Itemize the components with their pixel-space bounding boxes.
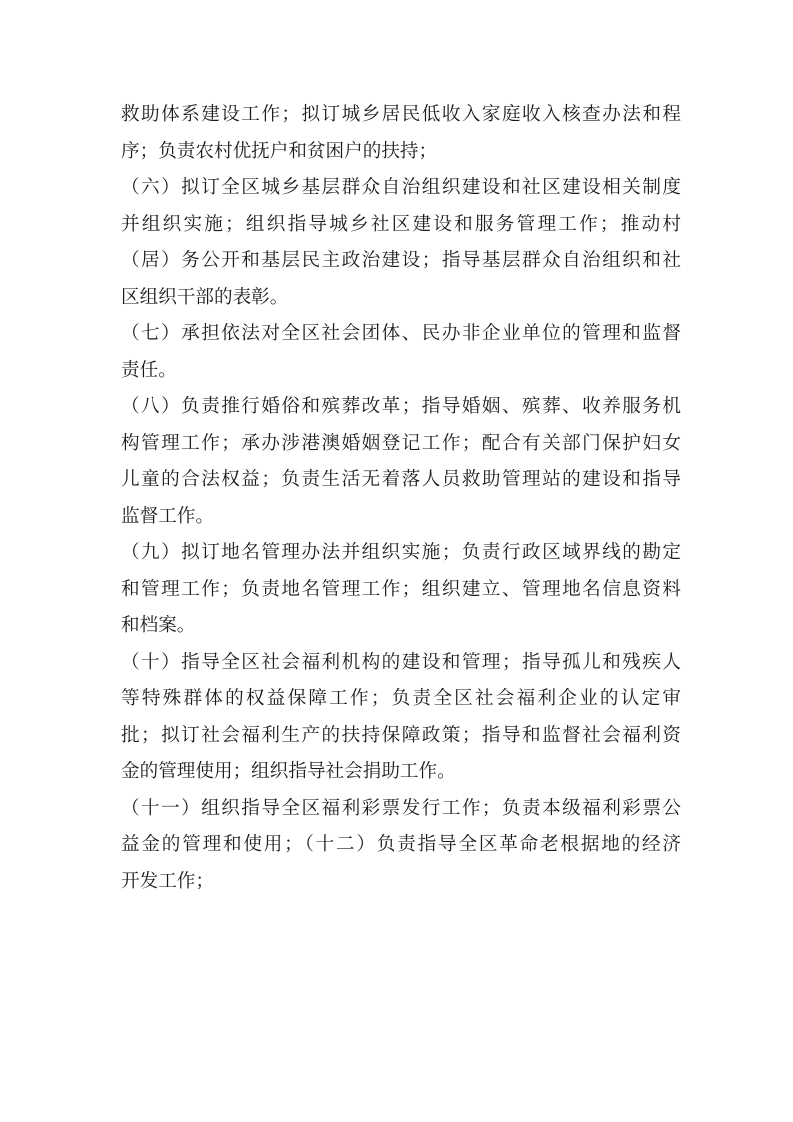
text-line: （十一）组织指导全区福利彩票发行工作；负责本级福利彩票公 bbox=[121, 797, 681, 819]
text-line: 并组织实施；组织指导城乡社区建设和服务管理工作；推动村 bbox=[121, 213, 681, 235]
text-line: 开发工作； bbox=[121, 870, 214, 892]
paragraph bbox=[121, 97, 681, 170]
text-line: （七）承担依法对全区社会团体、民办非企业单位的管理和监督 bbox=[121, 323, 681, 344]
text-line: 救助体系建设工作；拟订城乡居民低收入家庭收入核查办法和程 bbox=[121, 104, 681, 125]
paragraph bbox=[121, 170, 681, 316]
text-line: 序；负责农村优抚户和贫困户的扶持； bbox=[121, 140, 438, 162]
text-line: 益金的管理和使用；（十二）负责指导全区革命老根据地的经济 bbox=[121, 834, 681, 855]
text-line: 和管理工作；负责地名管理工作；组织建立、管理地名信息资料 bbox=[121, 578, 681, 600]
text-line: 区组织干部的表彰。 bbox=[121, 286, 289, 308]
text-line: 等特殊群体的权益保障工作；负责全区社会福利企业的认定审 bbox=[121, 688, 681, 709]
paragraph bbox=[121, 645, 681, 791]
text-line: 儿童的合法权益；负责生活无着落人员救助管理站的建设和指导 bbox=[121, 469, 681, 490]
text-line: （六）拟订全区城乡基层群众自治组织建设和社区建设相关制度 bbox=[121, 177, 681, 198]
text-line: 构管理工作；承办涉港澳婚姻登记工作；配合有关部门保护妇女 bbox=[121, 432, 681, 454]
paragraph bbox=[121, 389, 681, 535]
text-line: 监督工作。 bbox=[121, 505, 214, 527]
text-line: 和档案。 bbox=[121, 615, 196, 636]
text-line: （九）拟订地名管理办法并组织实施；负责行政区域界线的勘定 bbox=[121, 542, 681, 563]
text-line: 金的管理使用；组织指导社会捐助工作。 bbox=[121, 761, 456, 782]
text-line: 批；拟订社会福利生产的扶持保障政策；指导和监督社会福利资 bbox=[121, 724, 681, 746]
text-line: （居）务公开和基层民主政治建设；指导基层群众自治组织和社 bbox=[121, 250, 681, 271]
text-line: （十）指导全区社会福利机构的建设和管理；指导孤儿和残疾人 bbox=[121, 651, 681, 673]
paragraph bbox=[121, 316, 681, 389]
paragraph bbox=[121, 535, 681, 645]
text-line: （八）负责推行婚俗和殡葬改革；指导婚姻、殡葬、收养服务机 bbox=[121, 396, 681, 417]
paragraph bbox=[121, 791, 681, 901]
text-line: 责任。 bbox=[121, 359, 177, 381]
document-body bbox=[121, 97, 681, 900]
